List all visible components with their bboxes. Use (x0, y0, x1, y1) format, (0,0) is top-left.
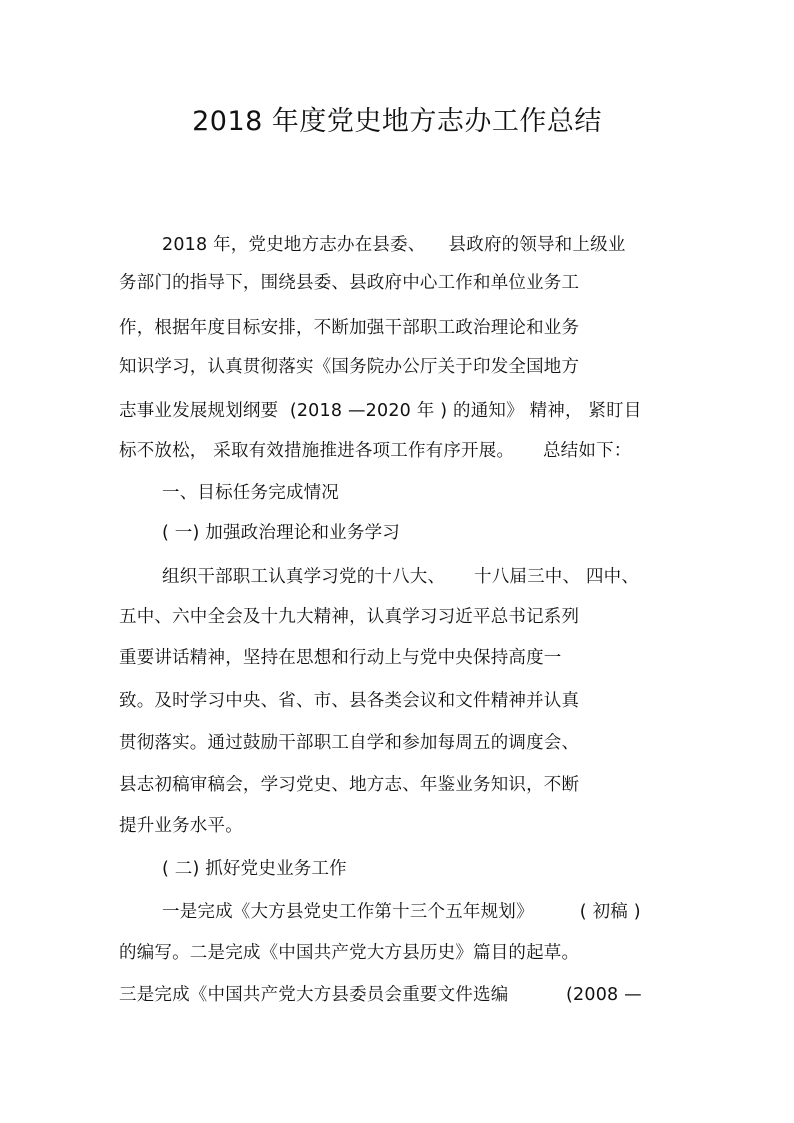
body-line-4: 知识学习，认真贯彻落实《国务院办公厅关于印发全国地方 (119, 357, 580, 377)
body-line-9: 组织干部职工认真学习党的十八大、 十八届三中、 四中、 (162, 567, 640, 587)
body-line-18: 的编写。二是完成《中国共产党大方县历史》篇目的起草。 (119, 943, 580, 963)
subsection-heading-1: ( 一) 加强政治理论和业务学习 (162, 523, 400, 543)
body-line-6: 标不放松， 采取有效措施推进各项工作有序开展。 总结如下： (119, 441, 632, 461)
body-line-19: 三是完成《中国共产党大方县委员会重要文件选编 (2008 — (119, 985, 642, 1005)
body-line-3: 作，根据年度目标安排，不断加强干部职工政治理论和业务 (119, 318, 580, 338)
body-line-11: 重要讲话精神，坚持在思想和行动上与党中央保持高度一 (119, 648, 562, 668)
subsection-heading-2: ( 二) 抓好党史业务工作 (162, 859, 347, 879)
body-line-1: 2018 年，党史地方志办在县委、 县政府的领导和上级业 (162, 235, 626, 255)
body-line-17: 一是完成《大方县党史工作第十三个五年规划》 ( 初稿 ) (162, 902, 641, 922)
body-line-13: 贯彻落实。通过鼓励干部职工自学和参加每周五的调度会、 (119, 733, 580, 753)
body-line-15: 提升业务水平。 (119, 816, 243, 836)
section-heading-1: 一、目标任务完成情况 (162, 483, 339, 503)
body-line-12: 致。及时学习中央、省、市、县各类会议和文件精神并认真 (119, 691, 580, 711)
body-line-2: 务部门的指导下，围绕县委、县政府中心工作和单位业务工 (119, 273, 580, 293)
body-line-10: 五中、六中全会及十九大精神，认真学习习近平总书记系列 (119, 607, 580, 627)
document-title: 2018 年度党史地方志办工作总结 (192, 106, 602, 137)
body-line-14: 县志初稿审稿会，学习党史、地方志、年鉴业务知识，不断 (119, 775, 580, 795)
body-line-5: 志事业发展规划纲要 (2018 —2020 年 ) 的通知》 精神， 紧盯目 (119, 401, 642, 421)
